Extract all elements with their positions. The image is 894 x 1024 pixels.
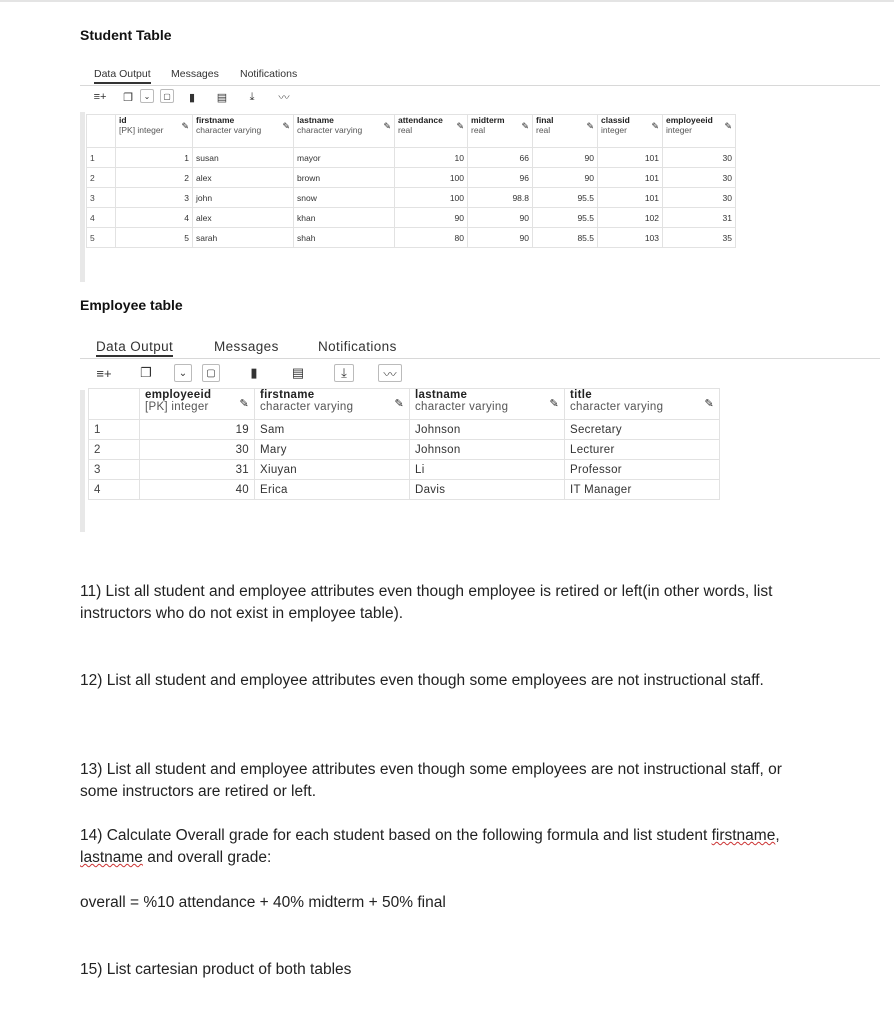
cell[interactable]: Johnson <box>410 440 565 460</box>
cell[interactable]: 40 <box>140 480 255 500</box>
student-table-heading: Student Table <box>80 27 172 43</box>
save-data-icon[interactable]: ▤ <box>216 91 228 104</box>
question-14-suffix: and overall grade: <box>142 849 272 866</box>
cell[interactable]: 100 <box>395 168 468 188</box>
corner-cell <box>87 115 116 148</box>
edit-icon: ✎ <box>394 398 404 410</box>
cell[interactable]: 19 <box>140 420 255 440</box>
cell[interactable]: 95.5 <box>533 208 598 228</box>
table-row[interactable] <box>87 208 736 228</box>
edit-icon: ✎ <box>586 121 594 131</box>
table-row[interactable] <box>89 480 720 500</box>
spelling-flag-lastname: lastname <box>80 849 143 866</box>
column-header-final[interactable]: ✎ final real <box>533 115 598 148</box>
edit-icon: ✎ <box>239 398 249 410</box>
cell[interactable]: 66 <box>468 148 533 168</box>
edit-icon: ✎ <box>549 398 559 410</box>
cell[interactable]: 85.5 <box>533 228 598 248</box>
cell[interactable]: 30 <box>663 188 736 208</box>
row-number: 2 <box>87 168 116 188</box>
cell[interactable]: 31 <box>663 208 736 228</box>
cell[interactable]: 30 <box>140 440 255 460</box>
edit-icon: ✎ <box>282 121 290 131</box>
employee-query-panel <box>80 332 880 532</box>
download-icon[interactable]: ⤓ <box>249 90 255 103</box>
column-header-lastname[interactable]: ✎ lastname character varying <box>410 389 565 420</box>
cell[interactable]: 90 <box>533 168 598 188</box>
corner-cell <box>89 389 140 420</box>
cell[interactable]: Li <box>410 460 565 480</box>
cell[interactable]: 2 <box>116 168 193 188</box>
column-header-lastname[interactable]: ✎ lastname character varying <box>294 115 395 148</box>
top-border <box>0 0 894 2</box>
column-header-firstname[interactable]: ✎ firstname character varying <box>193 115 294 148</box>
student-query-panel <box>80 60 880 282</box>
copy-icon[interactable]: ❐ <box>140 365 152 380</box>
tab-notifications[interactable]: Notifications <box>240 68 298 80</box>
table-row[interactable] <box>89 460 720 480</box>
edit-icon: ✎ <box>724 121 732 131</box>
question-14-text: 14) Calculate Overall grade for each student based on the following formula and list student <box>80 827 712 844</box>
add-row-icon[interactable]: ≡+ <box>96 365 112 381</box>
cell[interactable]: Professor <box>565 460 720 480</box>
graph-icon[interactable]: 〰 <box>378 364 402 382</box>
add-row-icon[interactable]: ≡+ <box>93 91 107 103</box>
employee-tab-bar <box>80 332 880 359</box>
edit-icon: ✎ <box>383 121 391 131</box>
cell[interactable]: Sam <box>255 420 410 440</box>
cell[interactable]: IT Manager <box>565 480 720 500</box>
tab-messages[interactable]: Messages <box>214 339 279 354</box>
row-number: 3 <box>87 188 116 208</box>
chevron-down-icon[interactable]: ⌄ <box>140 89 154 103</box>
cell[interactable]: 90 <box>468 208 533 228</box>
cell[interactable]: 90 <box>468 228 533 248</box>
row-number: 2 <box>89 440 140 460</box>
row-number: 4 <box>87 208 116 228</box>
student-tab-bar <box>80 60 880 86</box>
cell[interactable]: 30 <box>663 148 736 168</box>
paste-icon[interactable]: ▢ <box>202 364 220 382</box>
student-data-grid <box>86 114 736 248</box>
tab-messages[interactable]: Messages <box>171 68 219 80</box>
cell[interactable]: 4 <box>116 208 193 228</box>
cell[interactable]: 103 <box>598 228 663 248</box>
question-14 <box>80 825 800 869</box>
cell[interactable]: 101 <box>598 188 663 208</box>
row-gutter <box>80 112 85 282</box>
row-gutter <box>80 390 85 532</box>
cell[interactable]: Mary <box>255 440 410 460</box>
cell[interactable]: 98.8 <box>468 188 533 208</box>
column-header-midterm[interactable]: ✎ midterm real <box>468 115 533 148</box>
table-row[interactable] <box>89 420 720 440</box>
cell[interactable]: 30 <box>663 168 736 188</box>
cell[interactable]: 80 <box>395 228 468 248</box>
cell[interactable]: 90 <box>395 208 468 228</box>
download-icon[interactable]: ⤓ <box>334 364 354 382</box>
edit-icon: ✎ <box>181 121 189 131</box>
cell[interactable]: mayor <box>294 148 395 168</box>
column-header-firstname[interactable]: ✎ firstname character varying <box>255 389 410 420</box>
row-number: 1 <box>87 148 116 168</box>
student-toolbar <box>80 87 880 109</box>
edit-icon: ✎ <box>704 398 714 410</box>
table-row[interactable] <box>87 168 736 188</box>
cell[interactable]: 5 <box>116 228 193 248</box>
table-row[interactable] <box>87 228 736 248</box>
column-header-employeeid[interactable]: ✎ employeeid [PK] integer <box>140 389 255 420</box>
column-header-title[interactable]: ✎ title character varying <box>565 389 720 420</box>
column-header-classid[interactable]: ✎ classid integer <box>598 115 663 148</box>
cell[interactable]: snow <box>294 188 395 208</box>
cell[interactable]: alex <box>193 208 294 228</box>
delete-icon[interactable]: ▮ <box>250 365 258 380</box>
cell[interactable]: Davis <box>410 480 565 500</box>
cell[interactable]: 90 <box>533 148 598 168</box>
row-number: 1 <box>89 420 140 440</box>
cell[interactable]: 101 <box>598 148 663 168</box>
cell[interactable]: 95.5 <box>533 188 598 208</box>
question-11: 11) List all student and employee attributes even though employee is retired or left(in other words, list instructors who do not exist in employee table). <box>80 583 773 622</box>
row-number: 4 <box>89 480 140 500</box>
cell[interactable]: 96 <box>468 168 533 188</box>
question-12: 12) List all student and employee attributes even though some employees are not instructional staff. <box>80 672 764 689</box>
row-number: 5 <box>87 228 116 248</box>
tab-notifications[interactable]: Notifications <box>318 339 397 354</box>
cell[interactable]: Xiuyan <box>255 460 410 480</box>
edit-icon: ✎ <box>521 121 529 131</box>
edit-icon: ✎ <box>456 121 464 131</box>
table-row[interactable] <box>89 440 720 460</box>
table-row[interactable] <box>87 148 736 168</box>
header-row <box>89 389 720 420</box>
cell[interactable]: Secretary <box>565 420 720 440</box>
spelling-flag-firstname: firstname <box>711 827 776 844</box>
question-13: 13) List all student and employee attributes even though some employees are not instructional staff, or some instructors are retired or left. <box>80 761 782 800</box>
cell[interactable]: Erica <box>255 480 410 500</box>
tab-data-output[interactable]: Data Output <box>94 68 151 84</box>
cell[interactable]: 102 <box>598 208 663 228</box>
header-row <box>87 115 736 148</box>
column-header-employeeid[interactable]: ✎ employeeid integer <box>663 115 736 148</box>
employee-table-heading: Employee table <box>80 297 183 313</box>
overall-formula: overall = %10 attendance + 40% midterm + 50% final <box>80 894 446 911</box>
cell[interactable]: 31 <box>140 460 255 480</box>
cell[interactable]: 35 <box>663 228 736 248</box>
copy-icon[interactable]: ❐ <box>123 91 133 104</box>
cell[interactable]: john <box>193 188 294 208</box>
edit-icon: ✎ <box>651 121 659 131</box>
paste-icon[interactable]: ▢ <box>160 89 174 103</box>
question-14-separator: , <box>775 827 780 844</box>
cell[interactable]: alex <box>193 168 294 188</box>
tab-data-output[interactable]: Data Output <box>96 339 173 357</box>
cell[interactable]: 100 <box>395 188 468 208</box>
row-number: 3 <box>89 460 140 480</box>
column-header-id[interactable]: ✎ id [PK] integer <box>116 115 193 148</box>
cell[interactable]: Lecturer <box>565 440 720 460</box>
cell[interactable]: susan <box>193 148 294 168</box>
delete-icon[interactable]: ▮ <box>188 91 196 104</box>
cell[interactable]: khan <box>294 208 395 228</box>
employee-toolbar <box>80 362 880 386</box>
cell[interactable]: 10 <box>395 148 468 168</box>
cell[interactable]: sarah <box>193 228 294 248</box>
column-header-attendance[interactable]: ✎ attendance real <box>395 115 468 148</box>
cell[interactable]: 3 <box>116 188 193 208</box>
cell[interactable]: 101 <box>598 168 663 188</box>
cell[interactable]: brown <box>294 168 395 188</box>
employee-data-grid <box>88 388 720 500</box>
question-15: 15) List cartesian product of both tables <box>80 961 352 978</box>
graph-icon[interactable]: 〰 <box>278 92 290 104</box>
save-data-icon[interactable]: ▤ <box>291 365 305 380</box>
cell[interactable]: 1 <box>116 148 193 168</box>
table-row[interactable] <box>87 188 736 208</box>
cell[interactable]: shah <box>294 228 395 248</box>
chevron-down-icon[interactable]: ⌄ <box>174 364 192 382</box>
cell[interactable]: Johnson <box>410 420 565 440</box>
